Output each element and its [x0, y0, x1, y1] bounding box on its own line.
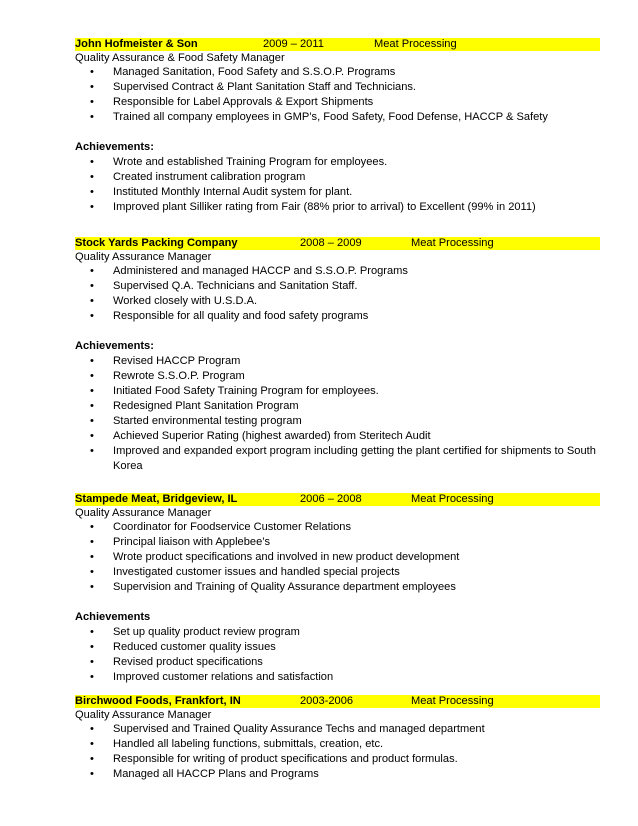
bullet-glyph: •: [90, 753, 94, 765]
list-item: [75, 429, 600, 444]
job-dates: 2003-2006: [300, 695, 354, 707]
bullet-glyph: •: [90, 768, 94, 780]
list-item-text: Initiated Food Safety Training Program for employees.: [113, 385, 379, 397]
bullet-glyph: •: [90, 400, 94, 412]
list-item: [75, 264, 600, 279]
list-item: [75, 670, 600, 685]
bullet-glyph: •: [90, 656, 94, 668]
achievements-heading: Achievements: [75, 611, 151, 623]
list-item: [75, 414, 600, 429]
list-item: [75, 550, 600, 565]
job-header: [75, 237, 600, 250]
list-item-text: Rewrote S.S.O.P. Program: [113, 370, 245, 382]
list-item-text: Principal liaison with Applebee’s: [113, 536, 271, 548]
company-name: Stock Yards Packing Company: [75, 237, 238, 249]
list-item: [75, 565, 600, 580]
list-item: [75, 110, 600, 125]
achievements-heading: Achievements:: [75, 340, 154, 352]
job-title: Quality Assurance Manager: [75, 507, 212, 519]
bullet-glyph: •: [90, 156, 94, 168]
list-item: [75, 65, 600, 80]
job-field: Meat Processing: [411, 493, 494, 505]
list-item: [75, 625, 600, 640]
bullet-glyph: •: [90, 641, 94, 653]
list-item: [75, 354, 600, 369]
list-item-text: Improved and expanded export program including getting the plant certified for shipments to South Korea: [113, 445, 596, 472]
list-item-text: Investigated customer issues and handled special projects: [113, 566, 400, 578]
bullet-glyph: •: [90, 201, 94, 213]
job-entry-stampede: [75, 493, 600, 685]
list-item: [75, 155, 600, 170]
bullet-glyph: •: [90, 171, 94, 183]
job-header: [75, 38, 600, 51]
list-item: [75, 80, 600, 95]
list-item-text: Managed all HACCP Plans and Programs: [113, 768, 319, 780]
list-item-text: Responsible for writing of product specifications and product formulas.: [113, 753, 458, 765]
list-item-text: Revised HACCP Program: [113, 355, 241, 367]
company-name: Birchwood Foods, Frankfort, IN: [75, 695, 241, 707]
bullet-glyph: •: [90, 723, 94, 735]
job-entry-stock-yards: [75, 237, 600, 474]
list-item: [75, 752, 600, 767]
bullet-glyph: •: [90, 551, 94, 563]
job-entry-birchwood: [75, 695, 600, 782]
bullet-glyph: •: [90, 415, 94, 427]
duties-list: [75, 264, 600, 324]
bullet-glyph: •: [90, 295, 94, 307]
bullet-glyph: •: [90, 370, 94, 382]
bullet-glyph: •: [90, 738, 94, 750]
job-field: Meat Processing: [411, 237, 494, 249]
list-item-text: Responsible for Label Approvals & Export Shipments: [113, 96, 374, 108]
achievements-heading: Achievements:: [75, 141, 154, 153]
list-item-text: Improved plant Silliker rating from Fair (88% prior to arrival) to Excellent (99% in 2011): [113, 201, 536, 213]
list-item: [75, 767, 600, 782]
bullet-glyph: •: [90, 521, 94, 533]
list-item-text: Coordinator for Foodservice Customer Relations: [113, 521, 352, 533]
list-item-text: Reduced customer quality issues: [113, 641, 276, 653]
job-dates: 2006 – 2008: [300, 493, 362, 505]
list-item: [75, 309, 600, 324]
list-item: [75, 200, 600, 215]
list-item: [75, 294, 600, 309]
bullet-glyph: •: [90, 111, 94, 123]
bullet-glyph: •: [90, 96, 94, 108]
job-header: [75, 493, 600, 506]
list-item: [75, 185, 600, 200]
job-title: Quality Assurance Manager: [75, 709, 212, 721]
list-item-text: Supervised Q.A. Technicians and Sanitation Staff.: [113, 280, 358, 292]
bullet-glyph: •: [90, 265, 94, 277]
achievements-list: [75, 625, 600, 685]
list-item: [75, 520, 600, 535]
list-item: [75, 279, 600, 294]
achievements-list: [75, 354, 600, 474]
bullet-glyph: •: [90, 445, 94, 457]
duties-list: [75, 65, 600, 125]
list-item-text: Created instrument calibration program: [113, 171, 306, 183]
job-title: Quality Assurance & Food Safety Manager: [75, 52, 285, 64]
bullet-glyph: •: [90, 536, 94, 548]
list-item: [75, 580, 600, 595]
list-item: [75, 170, 600, 185]
list-item: [75, 535, 600, 550]
list-item: [75, 384, 600, 399]
list-item: [75, 722, 600, 737]
list-item: [75, 640, 600, 655]
list-item-text: Wrote and established Training Program for employees.: [113, 156, 388, 168]
list-item-text: Administered and managed HACCP and S.S.O.P. Programs: [113, 265, 408, 277]
list-item-text: Supervised and Trained Quality Assurance Techs and managed department: [113, 723, 485, 735]
list-item-text: Trained all company employees in GMP’s, Food Safety, Food Defense, HACCP & Safety: [113, 111, 548, 123]
bullet-glyph: •: [90, 66, 94, 78]
bullet-glyph: •: [90, 626, 94, 638]
list-item-text: Managed Sanitation, Food Safety and S.S.O.P. Programs: [113, 66, 396, 78]
list-item-text: Wrote product specifications and involved in new product development: [113, 551, 460, 563]
job-header: [75, 695, 600, 708]
bullet-glyph: •: [90, 355, 94, 367]
list-item-text: Instituted Monthly Internal Audit system for plant.: [113, 186, 353, 198]
bullet-glyph: •: [90, 385, 94, 397]
bullet-glyph: •: [90, 430, 94, 442]
job-field: Meat Processing: [374, 38, 457, 50]
bullet-glyph: •: [90, 671, 94, 683]
company-name: Stampede Meat, Bridgeview, IL: [75, 493, 238, 505]
bullet-glyph: •: [90, 566, 94, 578]
list-item-text: Handled all labeling functions, submittals, creation, etc.: [113, 738, 384, 750]
bullet-glyph: •: [90, 186, 94, 198]
list-item-text: Revised product specifications: [113, 656, 263, 668]
job-dates: 2009 – 2011: [263, 38, 324, 50]
bullet-glyph: •: [90, 81, 94, 93]
list-item-text: Responsible for all quality and food safety programs: [113, 310, 369, 322]
list-item: [75, 399, 600, 414]
list-item: [75, 95, 600, 110]
job-title: Quality Assurance Manager: [75, 251, 212, 263]
list-item-text: Worked closely with U.S.D.A.: [113, 295, 258, 307]
list-item-text: Supervision and Training of Quality Assurance department employees: [113, 581, 456, 593]
job-dates: 2008 – 2009: [300, 237, 362, 249]
list-item-text: Set up quality product review program: [113, 626, 300, 638]
bullet-glyph: •: [90, 310, 94, 322]
list-item-text: Achieved Superior Rating (highest awarded) from Steritech Audit: [113, 430, 431, 442]
list-item: [75, 369, 600, 384]
list-item: [75, 655, 600, 670]
company-name: John Hofmeister & Son: [75, 38, 198, 50]
job-entry-hofmeister: [75, 38, 600, 215]
bullet-glyph: •: [90, 280, 94, 292]
duties-list: [75, 520, 600, 595]
bullet-glyph: •: [90, 581, 94, 593]
list-item-text: Started environmental testing program: [113, 415, 302, 427]
list-item-text: Redesigned Plant Sanitation Program: [113, 400, 299, 412]
duties-list: [75, 722, 600, 782]
achievements-list: [75, 155, 600, 215]
list-item: [75, 444, 599, 474]
list-item: [75, 737, 600, 752]
list-item-text: Supervised Contract & Plant Sanitation Staff and Technicians.: [113, 81, 417, 93]
job-field: Meat Processing: [411, 695, 494, 707]
list-item-text: Improved customer relations and satisfaction: [113, 671, 334, 683]
